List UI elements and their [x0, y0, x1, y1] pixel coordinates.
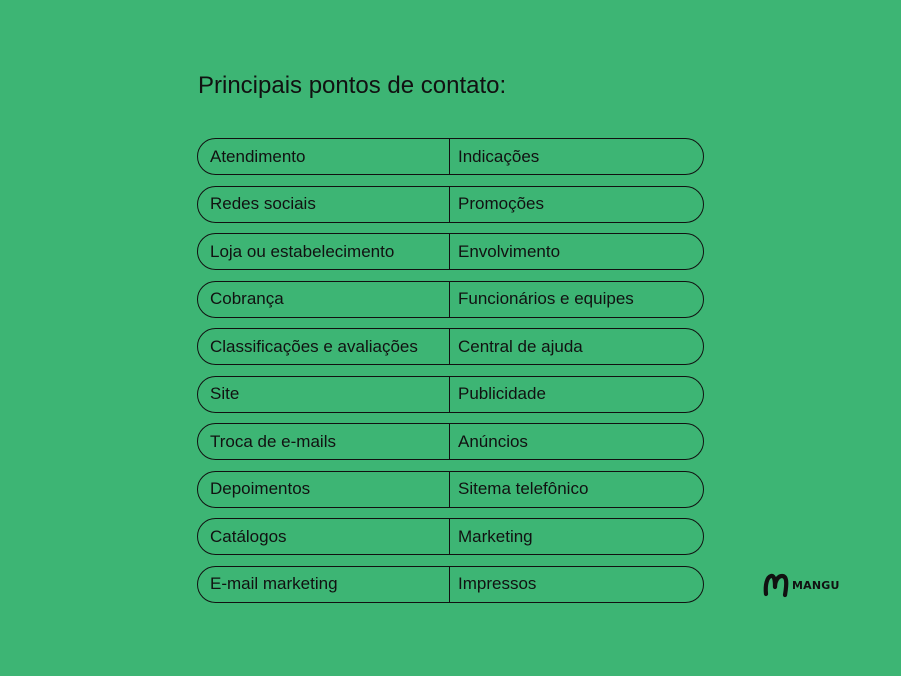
- list-item-left: Atendimento: [198, 139, 450, 174]
- brand-name: MANGU: [792, 578, 840, 592]
- list-item: [197, 233, 704, 270]
- list-item: [197, 281, 704, 318]
- list-item: [197, 186, 704, 223]
- list-item-left: Depoimentos: [198, 472, 450, 507]
- list-item-left: Cobrança: [198, 282, 450, 317]
- list-item: [197, 471, 704, 508]
- list-item-right: Marketing: [458, 526, 533, 546]
- list-item-right: Sitema telefônico: [458, 479, 589, 498]
- list-item-right: Anúncios: [458, 431, 528, 451]
- list-item-left: Site: [198, 377, 450, 412]
- list-item-right: Promoções: [458, 194, 544, 213]
- list-item-right: Impressos: [458, 574, 537, 593]
- list-item: [197, 138, 704, 175]
- list-item-right: Indicações: [458, 146, 540, 166]
- list-item-left: E-mail marketing: [198, 567, 450, 602]
- list-item-left: Troca de e-mails: [198, 424, 450, 459]
- list-item-right: Envolvimento: [458, 241, 561, 261]
- list-item-right: Publicidade: [458, 384, 546, 403]
- list-item: [197, 566, 704, 603]
- list-item: [197, 376, 704, 413]
- brand-logo: [762, 570, 840, 600]
- list-item-left: Loja ou estabelecimento: [198, 234, 450, 269]
- list-item-left: Classificações e avaliações: [198, 329, 450, 364]
- page-title: Principais pontos de contato:: [198, 72, 507, 99]
- list-item-right: Funcionários e equipes: [458, 289, 634, 308]
- list-item: [197, 423, 704, 460]
- list-item: [197, 328, 704, 365]
- list-item-left: Catálogos: [198, 519, 450, 554]
- list-item-left: Redes sociais: [198, 187, 450, 222]
- list-item: [197, 518, 704, 555]
- list-item-right: Central de ajuda: [458, 336, 583, 356]
- mangu-m-logo-icon: [762, 571, 790, 599]
- touchpoints-list: [197, 138, 704, 613]
